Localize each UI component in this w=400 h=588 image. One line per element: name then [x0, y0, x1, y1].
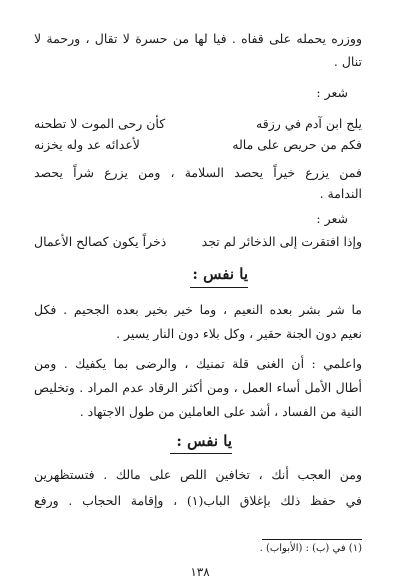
verse-first-hemistich: وإذا افتقرت إلى الذخائر لم تجد [201, 234, 362, 249]
verse-second-hemistich: كأن رحى الموت لا تطحنه [34, 116, 166, 131]
section-heading: يا نفس : [176, 432, 232, 450]
poem-verse [34, 232, 362, 252]
section-heading: يا نفس : [192, 265, 248, 283]
heading-underline [190, 287, 248, 288]
paragraph-line: الندامة . [319, 186, 362, 201]
paragraph-line: ووزره يحمله على قفاه . فيا لها من حسرة لا تقال ، ورحمة لا [34, 31, 362, 46]
footnote: (١) في (ب) : (الأبواب) . [259, 543, 362, 554]
paragraph-line: النية من الفساد ، أشد على العاملين من طول الاجتهاد . [79, 404, 362, 419]
poem-label: شعر : [316, 85, 348, 100]
paragraph-line: ما شر بشر بعده النعيم ، وما خير بخير بعده الجحيم . فكل [34, 302, 362, 317]
verse-first-hemistich: فكم من حريص على ماله [232, 137, 362, 152]
footnote-separator [262, 539, 362, 540]
poem-verse [34, 114, 362, 134]
paragraph-line: واعلمي : أن الغنى قلة تمنيك ، والرضى بما يكفيك . ومن [34, 356, 362, 371]
verse-first-hemistich: يلج ابن آدم في رزقه [256, 116, 362, 131]
poem-label: شعر : [316, 211, 348, 226]
paragraph-line: تنال . [333, 54, 362, 69]
paragraph-line: في حفظ ذلك بإغلاق الباب(١) ، وإقامة الحجاب . ورفع [34, 493, 363, 508]
paragraph-line: ومن العجب أنك ، تخافين اللص على مالك . فتستظهرين [34, 467, 362, 482]
paragraph-line: نعيم دون الجنة حقير ، وكل بلاء دون النار يسير . [116, 326, 362, 341]
verse-second-hemistich: لأعدائه عد وله يخزنه [34, 137, 140, 152]
poem-verse [34, 135, 362, 155]
verse-second-hemistich: ذخراً يكون كصالح الأعمال [34, 234, 167, 249]
page-number: ١٣٨ [190, 565, 210, 579]
paragraph-line: أطال الأمل أساء العمل ، ومن أكثر الرقاد عدم المراد . وتخليص [34, 380, 362, 395]
heading-underline [170, 453, 232, 454]
paragraph-line: فمن يزرع خيراً يحصد السلامة ، ومن يزرع شراً يحصد [34, 165, 362, 180]
